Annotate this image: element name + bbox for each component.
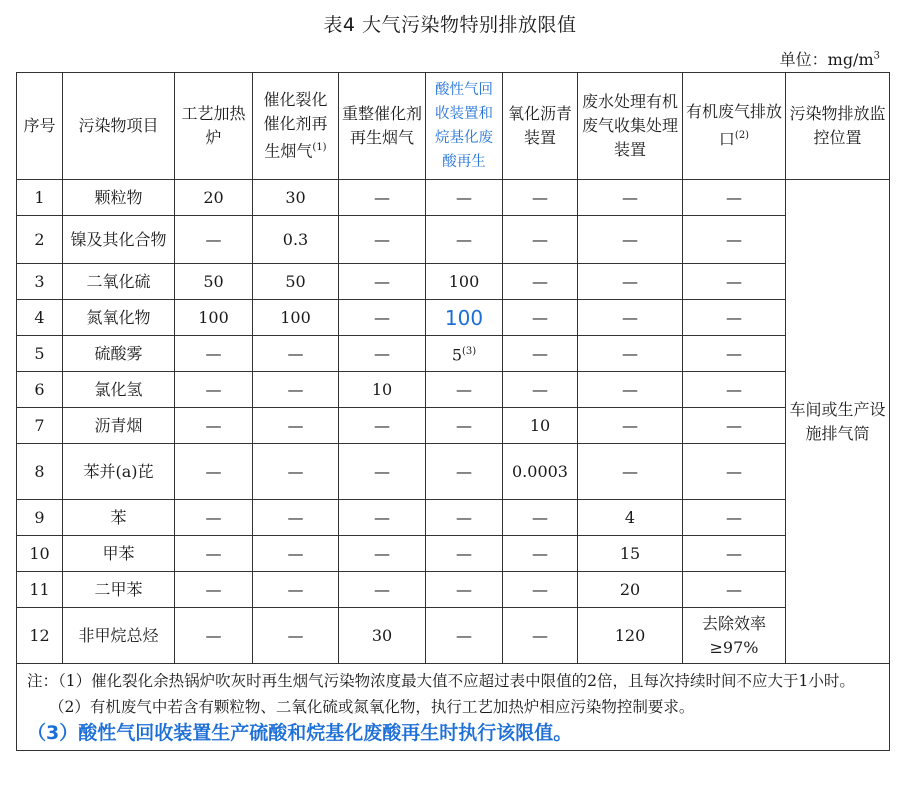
cell-vent: — <box>683 216 786 264</box>
cell-vent: — <box>683 264 786 300</box>
cell-acid-value: 5 <box>451 345 462 365</box>
cell-acid: — <box>426 608 503 664</box>
table-row <box>17 608 890 664</box>
cell-vent: — <box>683 408 786 444</box>
cell-asphalt: — <box>503 180 578 216</box>
cell-wastewater: 15 <box>578 536 683 572</box>
cell-wastewater: — <box>578 216 683 264</box>
cell-acid: 100 <box>426 300 503 336</box>
table-body <box>17 180 890 751</box>
table-row <box>17 180 890 216</box>
cell-name: 沥青烟 <box>63 408 175 444</box>
cell-acid: — <box>426 216 503 264</box>
cell-seq: 10 <box>17 536 63 572</box>
cell-acid: — <box>426 180 503 216</box>
cell-acid: — <box>426 372 503 408</box>
emission-limits-table <box>16 72 890 751</box>
header-row <box>17 73 890 180</box>
cell-name: 甲苯 <box>63 536 175 572</box>
cell-asphalt: — <box>503 216 578 264</box>
cell-asphalt: — <box>503 300 578 336</box>
table-row <box>17 536 890 572</box>
cell-wastewater: — <box>578 408 683 444</box>
cell-furnace: 100 <box>175 300 253 336</box>
table-title: 表4 大气污染物特别排放限值 <box>323 14 577 36</box>
footnote-marker-3: (3) <box>462 345 477 357</box>
cell-seq: 1 <box>17 180 63 216</box>
cell-asphalt: — <box>503 500 578 536</box>
unit-label <box>780 47 880 70</box>
table-row <box>17 300 890 336</box>
note-3: （3）酸性气回收装置生产硫酸和烷基化废酸再生时执行该限值。 <box>27 722 573 744</box>
cell-furnace: — <box>175 408 253 444</box>
cell-catalytic: — <box>253 572 339 608</box>
cell-asphalt: 10 <box>503 408 578 444</box>
cell-acid: — <box>426 408 503 444</box>
cell-seq: 3 <box>17 264 63 300</box>
cell-seq: 8 <box>17 444 63 500</box>
cell-acid: — <box>426 444 503 500</box>
cell-furnace: — <box>175 536 253 572</box>
cell-reforming: — <box>339 336 426 372</box>
cell-vent: 去除效率≥97% <box>683 608 786 664</box>
cell-name: 苯并(a)芘 <box>63 444 175 500</box>
cell-asphalt: — <box>503 336 578 372</box>
cell-asphalt: — <box>503 572 578 608</box>
unit-superscript: 3 <box>873 50 880 62</box>
cell-catalytic: 0.3 <box>253 216 339 264</box>
cell-seq: 4 <box>17 300 63 336</box>
cell-reforming: — <box>339 536 426 572</box>
cell-seq: 6 <box>17 372 63 408</box>
header-acid: 酸性气回收装置和烷基化废酸再生 <box>426 73 503 180</box>
cell-reforming: — <box>339 500 426 536</box>
table-row <box>17 444 890 500</box>
cell-furnace: — <box>175 444 253 500</box>
notes-cell <box>17 664 890 751</box>
footnote-marker-2: (2) <box>734 130 750 142</box>
header-catalytic <box>253 73 339 180</box>
cell-reforming: — <box>339 300 426 336</box>
table-row <box>17 572 890 608</box>
cell-vent: — <box>683 572 786 608</box>
cell-name: 二氧化硫 <box>63 264 175 300</box>
cell-furnace: 50 <box>175 264 253 300</box>
cell-wastewater: — <box>578 336 683 372</box>
cell-catalytic: 100 <box>253 300 339 336</box>
header-vent-text: 有机废气排放口 <box>686 102 783 149</box>
cell-vent: — <box>683 300 786 336</box>
cell-reforming: 30 <box>339 608 426 664</box>
cell-reforming: 10 <box>339 372 426 408</box>
cell-furnace: — <box>175 500 253 536</box>
header-monitor: 污染物排放监控位置 <box>786 73 890 180</box>
cell-seq: 5 <box>17 336 63 372</box>
cell-furnace: — <box>175 216 253 264</box>
cell-catalytic: — <box>253 536 339 572</box>
header-furnace: 工艺加热炉 <box>175 73 253 180</box>
note-2: （2）有机废气中若含有颗粒物、二氧化硫或氮氧化物，执行工艺加热炉相应污染物控制要求。 <box>49 698 695 716</box>
note-1: 注：（1）催化裂化余热锅炉吹灰时再生烟气污染物浓度最大值不应超过表中限值的2倍，且每次持续时间不应大于1小时。 <box>27 672 855 690</box>
footnote-marker-1: (1) <box>312 142 327 154</box>
cell-catalytic: — <box>253 444 339 500</box>
cell-wastewater: 20 <box>578 572 683 608</box>
cell-vent: — <box>683 180 786 216</box>
cell-asphalt: 0.0003 <box>503 444 578 500</box>
cell-furnace: 20 <box>175 180 253 216</box>
table-row <box>17 500 890 536</box>
cell-vent: — <box>683 500 786 536</box>
cell-reforming: — <box>339 180 426 216</box>
cell-wastewater: — <box>578 180 683 216</box>
cell-name: 氯化氢 <box>63 372 175 408</box>
cell-name: 氮氧化物 <box>63 300 175 336</box>
cell-catalytic: — <box>253 372 339 408</box>
cell-furnace: — <box>175 572 253 608</box>
cell-wastewater: 4 <box>578 500 683 536</box>
cell-acid: 100 <box>426 264 503 300</box>
table-row <box>17 336 890 372</box>
cell-seq: 11 <box>17 572 63 608</box>
cell-name: 二甲苯 <box>63 572 175 608</box>
cell-asphalt: — <box>503 264 578 300</box>
header-seq: 序号 <box>17 73 63 180</box>
cell-acid: — <box>426 572 503 608</box>
cell-seq: 2 <box>17 216 63 264</box>
cell-catalytic: 50 <box>253 264 339 300</box>
cell-vent: — <box>683 536 786 572</box>
cell-catalytic: — <box>253 608 339 664</box>
table-row <box>17 264 890 300</box>
cell-furnace: — <box>175 608 253 664</box>
cell-name: 苯 <box>63 500 175 536</box>
cell-wastewater: — <box>578 300 683 336</box>
cell-vent: — <box>683 372 786 408</box>
cell-seq: 7 <box>17 408 63 444</box>
notes-row <box>17 664 890 751</box>
header-wastewater: 废水处理有机废气收集处理装置 <box>578 73 683 180</box>
cell-furnace: — <box>175 336 253 372</box>
cell-name: 硫酸雾 <box>63 336 175 372</box>
cell-asphalt: — <box>503 372 578 408</box>
cell-acid: — <box>426 536 503 572</box>
cell-asphalt: — <box>503 608 578 664</box>
cell-catalytic: — <box>253 336 339 372</box>
cell-name: 颗粒物 <box>63 180 175 216</box>
cell-wastewater: — <box>578 264 683 300</box>
cell-vent: — <box>683 336 786 372</box>
table-row <box>17 216 890 264</box>
cell-reforming: — <box>339 444 426 500</box>
cell-wastewater: 120 <box>578 608 683 664</box>
table-row <box>17 408 890 444</box>
cell-acid: — <box>426 500 503 536</box>
cell-acid <box>426 336 503 372</box>
cell-name: 非甲烷总烃 <box>63 608 175 664</box>
cell-wastewater: — <box>578 444 683 500</box>
cell-name: 镍及其化合物 <box>63 216 175 264</box>
cell-reforming: — <box>339 408 426 444</box>
header-pollutant: 污染物项目 <box>63 73 175 180</box>
unit-text: 单位：mg/m <box>779 50 874 69</box>
cell-furnace: — <box>175 372 253 408</box>
header-reforming: 重整催化剂再生烟气 <box>339 73 426 180</box>
cell-reforming: — <box>339 216 426 264</box>
header-catalytic-text: 催化裂化催化剂再生烟气 <box>263 90 328 161</box>
cell-seq: 12 <box>17 608 63 664</box>
cell-vent: — <box>683 444 786 500</box>
cell-catalytic: — <box>253 500 339 536</box>
header-vent <box>683 73 786 180</box>
header-asphalt: 氧化沥青装置 <box>503 73 578 180</box>
cell-catalytic: — <box>253 408 339 444</box>
table-row <box>17 372 890 408</box>
cell-asphalt: — <box>503 536 578 572</box>
cell-seq: 9 <box>17 500 63 536</box>
cell-wastewater: — <box>578 372 683 408</box>
cell-reforming: — <box>339 572 426 608</box>
cell-reforming: — <box>339 264 426 300</box>
cell-monitor-location: 车间或生产设施排气筒 <box>786 180 890 664</box>
cell-catalytic: 30 <box>253 180 339 216</box>
